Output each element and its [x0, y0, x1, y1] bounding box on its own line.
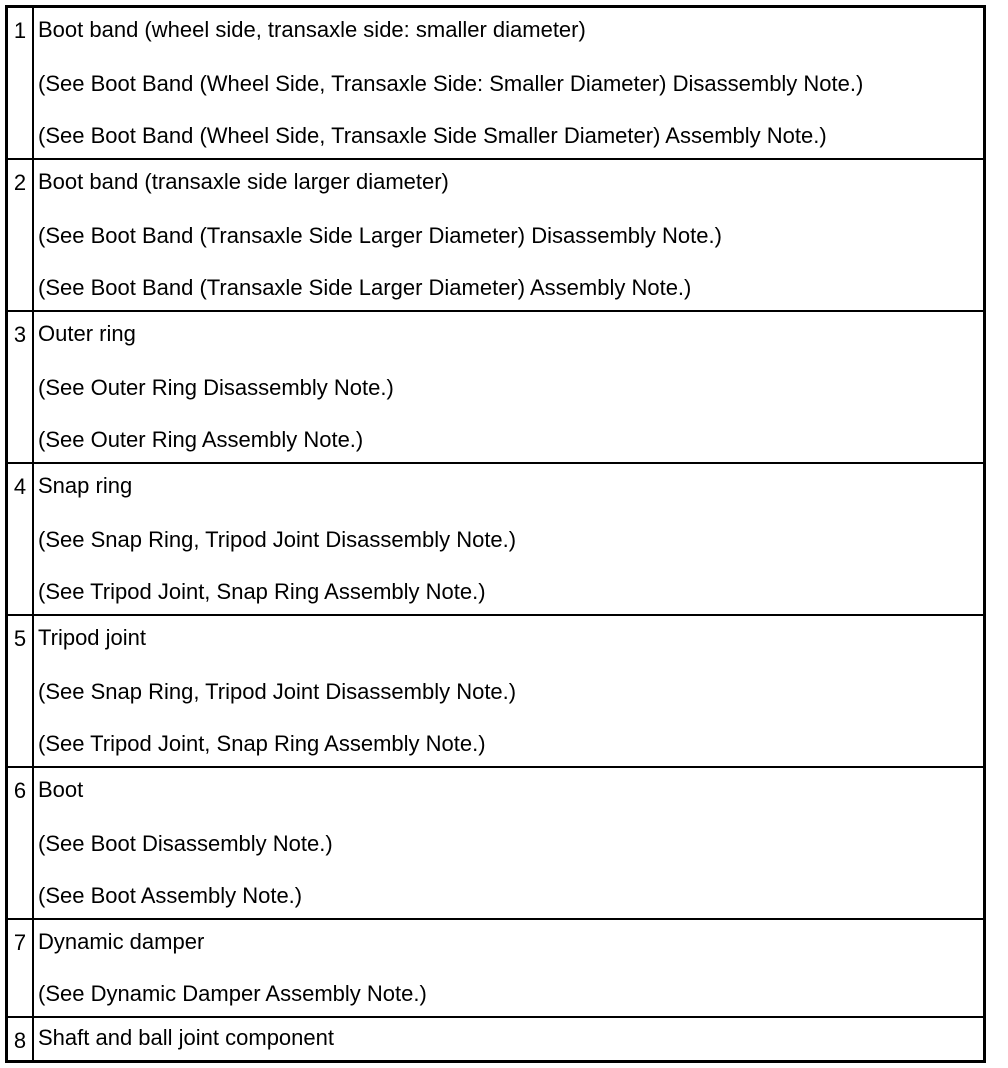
- item-name: Boot: [38, 777, 84, 802]
- reference-note: (See Boot Assembly Note.): [38, 883, 303, 908]
- item-number: 5: [8, 616, 34, 766]
- table-row: [8, 310, 983, 462]
- table-row: [8, 8, 983, 158]
- reference-note: (See Outer Ring Disassembly Note.): [38, 375, 394, 400]
- reference-note: (See Boot Band (Wheel Side, Transaxle Side Smaller Diameter) Assembly Note.): [38, 123, 827, 148]
- table-row: [8, 462, 983, 614]
- item-number: 3: [8, 312, 34, 462]
- reference-note: (See Snap Ring, Tripod Joint Disassembly Note.): [38, 527, 517, 552]
- reference-note: (See Boot Band (Transaxle Side Larger Diameter) Disassembly Note.): [38, 223, 722, 248]
- table-row: [8, 766, 983, 918]
- reference-note: (See Dynamic Damper Assembly Note.): [38, 981, 427, 1006]
- reference-note: (See Tripod Joint, Snap Ring Assembly Note.): [38, 731, 486, 756]
- table-row: [8, 158, 983, 310]
- item-number: 8: [8, 1018, 34, 1060]
- item-name: Snap ring: [38, 473, 133, 498]
- item-content: [34, 1018, 983, 1060]
- item-content: [34, 920, 983, 1016]
- item-content: [34, 464, 983, 614]
- item-name: Boot band (wheel side, transaxle side: smaller diameter): [38, 17, 586, 42]
- item-content: [34, 768, 983, 918]
- item-name: Tripod joint: [38, 625, 147, 650]
- parts-table: [5, 5, 986, 1063]
- item-name: Shaft and ball joint component: [38, 1025, 334, 1050]
- item-name: Outer ring: [38, 321, 136, 346]
- reference-note: (See Snap Ring, Tripod Joint Disassembly Note.): [38, 679, 517, 704]
- item-content: [34, 160, 983, 310]
- item-number: 6: [8, 768, 34, 918]
- item-number: 7: [8, 920, 34, 1016]
- item-content: [34, 312, 983, 462]
- item-number: 4: [8, 464, 34, 614]
- reference-note: (See Boot Disassembly Note.): [38, 831, 333, 856]
- reference-note: (See Boot Band (Wheel Side, Transaxle Side: Smaller Diameter) Disassembly Note.): [38, 71, 864, 96]
- item-name: Dynamic damper: [38, 929, 205, 954]
- reference-note: (See Boot Band (Transaxle Side Larger Diameter) Assembly Note.): [38, 275, 692, 300]
- item-content: [34, 616, 983, 766]
- table-row: [8, 1016, 983, 1060]
- table-row: [8, 614, 983, 766]
- item-content: [34, 8, 983, 158]
- item-number: 2: [8, 160, 34, 310]
- reference-note: (See Tripod Joint, Snap Ring Assembly Note.): [38, 579, 486, 604]
- item-name: Boot band (transaxle side larger diameter): [38, 169, 449, 194]
- reference-note: (See Outer Ring Assembly Note.): [38, 427, 364, 452]
- item-number: 1: [8, 8, 34, 158]
- table-row: [8, 918, 983, 1016]
